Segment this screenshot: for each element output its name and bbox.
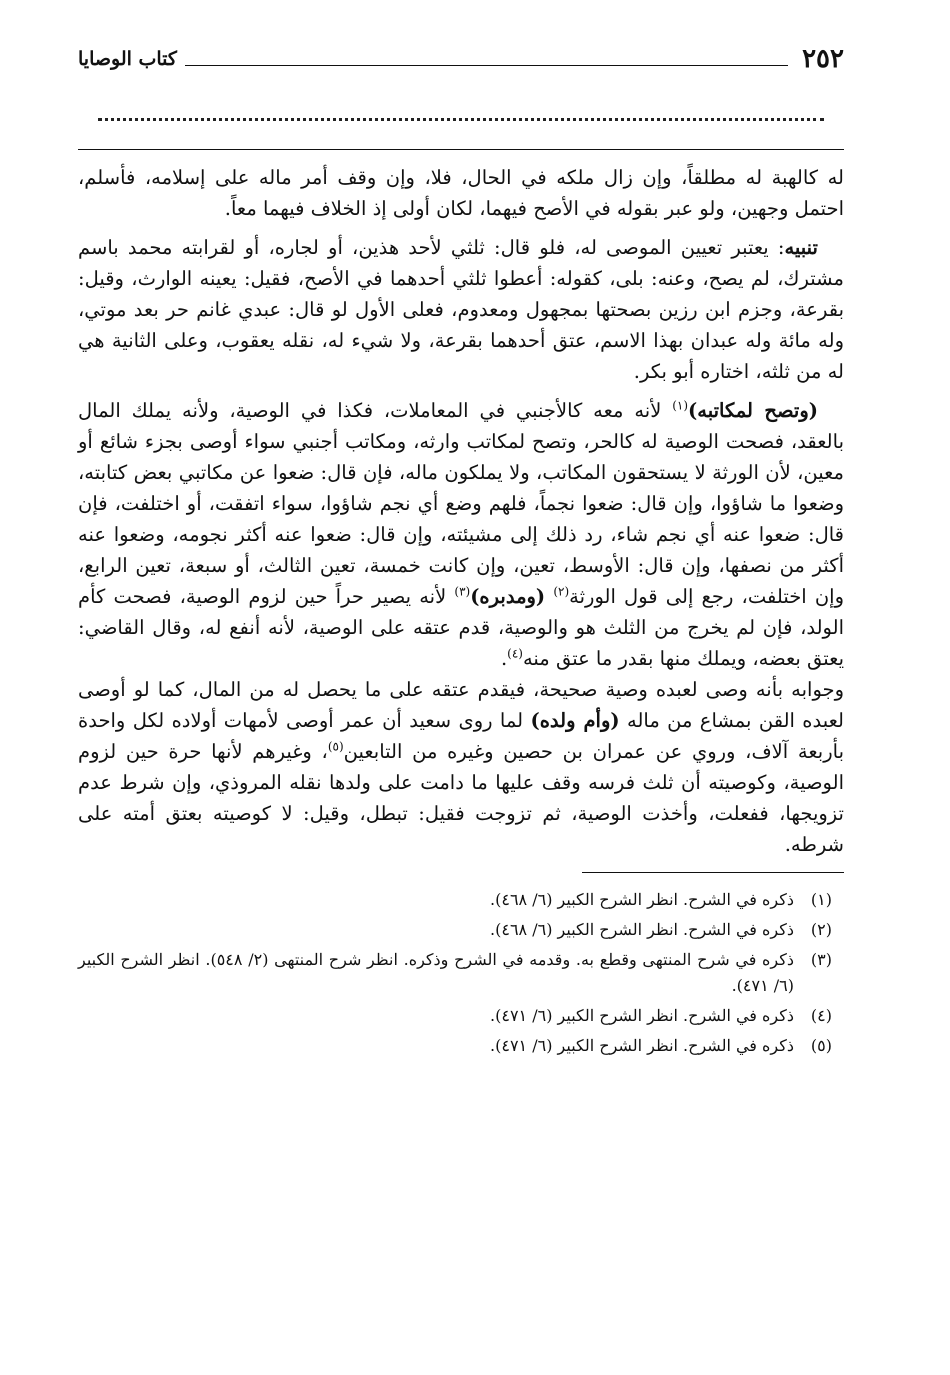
matn-lead: (وتصح لمكاتبه) [688,399,818,422]
footnote-number: (٤) [810,1006,832,1025]
footnote-ref-2: (٢) [553,584,570,599]
book-title: كتاب الوصايا [78,48,177,70]
footnote-number: (٥) [810,1036,832,1055]
notice-lead: تنبيه [784,236,818,259]
paragraph-4 [78,674,844,860]
footnote [78,1033,844,1059]
paragraph-text: ، وغيرهم لأنها حرة حين لزوم الوصية، وكوصيته أن ثلث فرسه وقف عليها ما دامت على ولدها نقله المروذي، وإن شرط عدم تزويجها، ففعلت، وأخذت الوصية، ثم تزوجت فقيل: تبطل، وقيل: لا كوصيته بعتق أمته على شرطه. [78,740,844,856]
footnote-ref-1: (١) [672,398,689,413]
paragraph-1 [78,162,844,224]
paragraph-2 [78,232,844,387]
book-page [78,40,844,1063]
footnote [78,887,844,913]
footnote [78,917,844,943]
header-rule [185,65,788,66]
paragraph-text: لأنه يصير حراً حين لزوم الوصية، فصحت كأم الولد، فإن لم يخرج من الثلث هو والوصية، قدم عتقه على الوصية، لأنه أنفع له، وقال القاضي: يعتق بعضه، ويملك منها بقدر ما عتق منه [78,585,844,670]
footnote-number: (١) [810,890,832,909]
footnote-ref-3: (٣) [454,584,471,599]
footnote-text: ذكره في شرح المنتهى وقطع به. وقدمه في الشرح وذكره. انظر شرح المنتهى (٢/ ٥٤٨). انظر الشرح الكبير (٦/ ٤٧١). [78,950,795,995]
footnote-separator [582,872,844,873]
matn-term: (ومدبره) [470,585,546,608]
footnote-text: ذكره في الشرح. انظر الشرح الكبير (٦/ ٤٧١). [490,1006,794,1025]
footnote-text: ذكره في الشرح. انظر الشرح الكبير (٦/ ٤٦٨). [490,890,794,909]
paragraph-text: لأنه معه كالأجنبي في المعاملات، فكذا في الوصية، ولأنه يملك المال بالعقد، فصحت الوصية له كالحر، وتصح لمكاتب وارثه، ومكاتب أجنبي سواء أوصى بجزء شائع أو معين، لأن الورثة لا يستحقون المكاتب، ولا يملكون ماله، فإن قال: ضعوا عن مكاتبي بعض كتابته، وضعوا ما شاؤوا، وإن قال: ضعوا نجماً، فلهم وضع أي نجم شاؤوا، سواء اتفقت، أو اختلفت، فإن قال: ضعوا عنه أي نجم شاء، رد ذلك إلى مشيئته، وإن قال: ضعوا عنه أكثر نجومه، وضعوا عنه أكثر من نصفها، وإن قال: الأوسط، تعين، وإن كانت خمسة، تعين الثالث، أو سبعة، تعين الرابع، وإن اختلفت، رجع إلى قول الورثة [78,399,844,608]
page-number: ٢٥٢ [802,44,844,74]
paragraph-text: وجوابه بأنه وصى لعبده وصية صحيحة، فيقدم عتقه على ما يحصل له من المال، كما لو أوصى لعبده القن بمشاع من ماله [78,678,844,732]
main-text [78,162,844,860]
matn-term: (وأم ولده) [530,709,620,732]
footnote-text: ذكره في الشرح. انظر الشرح الكبير (٦/ ٤٦٨). [490,920,794,939]
top-separator-line [78,149,844,150]
paragraph-text: لما روى سعيد أن عمر أوصى لأمهات أولاده لكل واحدة بأربعة آلاف، وروي عن عمران بن حصين وغيره من التابعين [78,709,844,763]
footnote-text: ذكره في الشرح. انظر الشرح الكبير (٦/ ٤٧١). [490,1036,794,1055]
footnote-number: (٢) [810,920,832,939]
dotted-separator [98,118,824,121]
paragraph-3 [78,395,844,674]
footnote-number: (٣) [810,950,832,969]
period: . [500,647,508,670]
footnotes [78,887,844,1059]
paragraph-text: : يعتبر تعيين الموصى له، فلو قال: ثلثي لأحد هذين، أو لجاره، أو لقرابته محمد باسم مشترك، لم يصح، وعنه: بلى، كقوله: أعطوا ثلثي أحدهما في الأصح، فقيل: يعينه الوارث، وقيل: بقرعة، وجزم ابن رزين بصحتها بمجهول ومعدوم، فعلى الأول لو قال: عبدي غانم حر بعد موتي، وله مائة وله عبدان بهذا الاسم، عتق أحدهما بقرعة، ولا شيء له، نقله يعقوب، وعلى الثانية هي له من ثلثه، اختاره أبو بكر. [78,236,844,383]
paragraph-text: له كالهبة له مطلقاً، وإن زال ملكه في الحال، فلا، وإن وقف أمر ماله على إسلامه، فأسلم، احتمل وجهين، ولو عبر بقوله في الأصح فيهما، لكان أولى إذ الخلاف فيهما معاً. [78,166,844,220]
footnote [78,947,844,999]
footnote [78,1003,844,1029]
footnote-ref-5: (٥) [327,739,344,754]
footnote-ref-4: (٤) [507,646,523,661]
page-header [78,40,844,72]
